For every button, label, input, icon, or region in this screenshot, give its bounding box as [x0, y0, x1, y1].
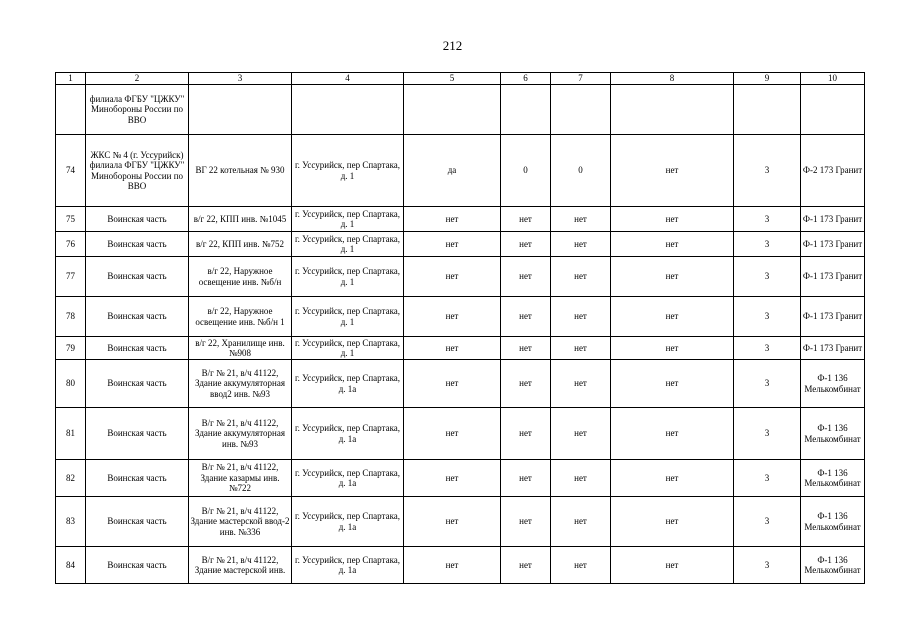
table-cell: [292, 135, 404, 207]
cell-text: в/г 22, Наружное освещение инв. №б/н 1: [195, 306, 285, 327]
table-cell: [801, 337, 865, 360]
cell-text: 3: [764, 311, 770, 322]
cell-text: г. Уссурийск, пер Спартака, д. 1а: [294, 373, 401, 394]
cell-text: Воинская часть: [107, 428, 167, 439]
table-cell: [734, 547, 801, 584]
table-cell: [734, 207, 801, 232]
column-header: 2: [86, 73, 189, 85]
cell-text: в/г 22, КПП инв. №752: [196, 238, 284, 249]
cell-text: В/г № 21, в/ч 41122, Здание мастерской ввод-2 инв. №336: [190, 505, 290, 537]
cell-text: Ф-1 173 Гранит: [802, 238, 863, 249]
table-row: [56, 135, 865, 207]
cell-text: в/г 22, Хранилище инв. №908: [195, 337, 285, 358]
table-row: [56, 547, 865, 584]
cell-text: Ф-2 173 Гранит: [802, 165, 863, 176]
column-header: 6: [501, 73, 551, 85]
cell-text: нет: [665, 516, 679, 527]
cell-text: Ф-1 136 Мелькомбинат: [804, 423, 861, 444]
column-header: 9: [734, 73, 801, 85]
table-cell: [734, 257, 801, 297]
table-cell: [734, 297, 801, 337]
cell-text: 3: [764, 342, 770, 353]
table-cell: [292, 337, 404, 360]
column-header: 1: [56, 73, 86, 85]
cell-text: нет: [445, 213, 459, 224]
table-row: [56, 360, 865, 408]
cell-text: нет: [665, 213, 679, 224]
table-cell: [189, 257, 292, 297]
cell-text: нет: [665, 428, 679, 439]
cell-text: нет: [519, 213, 532, 224]
cell-text: Ф-1 173 Гранит: [802, 213, 863, 224]
table-cell: [734, 360, 801, 408]
cell-text: 74: [66, 165, 75, 176]
table-cell: [56, 257, 86, 297]
table-cell: [189, 337, 292, 360]
table-cell: [404, 497, 501, 547]
table-cell: [734, 497, 801, 547]
cell-text: нет: [665, 271, 679, 282]
table-cell: [86, 497, 189, 547]
table-row: [56, 497, 865, 547]
cell-text: г. Уссурийск, пер Спартака, д. 1а: [294, 554, 401, 575]
cell-text: 0: [523, 165, 528, 176]
cell-text: Воинская часть: [107, 342, 167, 353]
table-cell: [501, 207, 551, 232]
table-cell: [801, 547, 865, 584]
cell-text: В/г № 21, в/ч 41122, Здание мастерской инв.: [194, 554, 286, 575]
table-cell: [56, 460, 86, 497]
table-cell: [801, 257, 865, 297]
table-cell: [551, 460, 611, 497]
table-row: [56, 297, 865, 337]
table-row: [56, 85, 865, 135]
cell-text: нет: [519, 311, 532, 322]
table-cell: [404, 85, 501, 135]
table-cell: [611, 497, 734, 547]
cell-text: нет: [574, 238, 587, 249]
table-cell: [189, 135, 292, 207]
cell-text: г. Уссурийск, пер Спартака, д. 1: [294, 337, 401, 358]
table-cell: [501, 547, 551, 584]
cell-text: нет: [665, 165, 679, 176]
column-header: 5: [404, 73, 501, 85]
cell-text: 3: [764, 271, 770, 282]
table-cell: [734, 337, 801, 360]
table-cell: [801, 85, 865, 135]
table-cell: [189, 408, 292, 460]
cell-text: нет: [665, 378, 679, 389]
table-cell: [86, 408, 189, 460]
table-cell: [611, 297, 734, 337]
cell-text: г. Уссурийск, пер Спартака, д. 1а: [294, 423, 401, 444]
cell-text: нет: [519, 238, 532, 249]
column-header: 3: [189, 73, 292, 85]
cell-text: нет: [574, 213, 587, 224]
cell-text: Воинская часть: [107, 559, 167, 570]
table-cell: [611, 360, 734, 408]
cell-text: нет: [445, 342, 459, 353]
table-cell: [56, 135, 86, 207]
table-cell: [292, 232, 404, 257]
table-cell: [404, 297, 501, 337]
cell-text: Ф-1 136 Мелькомбинат: [804, 373, 861, 394]
table-row: [56, 408, 865, 460]
cell-text: нет: [445, 271, 459, 282]
cell-text: нет: [665, 342, 679, 353]
table-cell: [86, 460, 189, 497]
table-cell: [86, 547, 189, 584]
table-cell: [501, 297, 551, 337]
table-cell: [551, 85, 611, 135]
cell-text: 84: [66, 559, 75, 570]
cell-text: Ф-1 173 Гранит: [802, 311, 863, 322]
table-cell: [292, 257, 404, 297]
table-cell: [56, 207, 86, 232]
table-cell: [501, 460, 551, 497]
table-cell: [404, 408, 501, 460]
table-cell: [56, 337, 86, 360]
cell-text: ЖКС № 4 (г. Уссурийск) филиала ФГБУ "ЦЖКУ" Минобороны России по ВВО: [89, 149, 185, 191]
cell-text: да: [447, 165, 457, 176]
cell-text: нет: [519, 428, 532, 439]
table-cell: [86, 207, 189, 232]
table-cell: [501, 408, 551, 460]
cell-text: Воинская часть: [107, 271, 167, 282]
cell-text: нет: [445, 516, 459, 527]
cell-text: Ф-1 136 Мелькомбинат: [804, 467, 861, 488]
table-cell: [734, 408, 801, 460]
table-cell: [551, 135, 611, 207]
cell-text: нет: [574, 559, 587, 570]
cell-text: В/г № 21, в/ч 41122, Здание аккумуляторная ввод2 инв. №93: [195, 367, 285, 399]
table-cell: [611, 85, 734, 135]
table-cell: [292, 360, 404, 408]
cell-text: 3: [764, 238, 770, 249]
cell-text: нет: [519, 342, 532, 353]
table-cell: [551, 257, 611, 297]
table-cell: [86, 85, 189, 135]
cell-text: нет: [445, 559, 459, 570]
cell-text: нет: [445, 238, 459, 249]
table-row: [56, 232, 865, 257]
page-number: 212: [442, 38, 463, 53]
table-cell: [292, 207, 404, 232]
table-cell: [404, 257, 501, 297]
table-cell: [611, 232, 734, 257]
cell-text: 77: [66, 271, 75, 282]
cell-text: г. Уссурийск, пер Спартака, д. 1: [294, 306, 401, 327]
table-cell: [86, 337, 189, 360]
cell-text: 82: [66, 472, 75, 483]
table-cell: [404, 207, 501, 232]
cell-text: нет: [519, 378, 532, 389]
table-cell: [801, 497, 865, 547]
table-cell: [611, 135, 734, 207]
table-row: [56, 257, 865, 297]
table-cell: [56, 547, 86, 584]
cell-text: нет: [519, 559, 532, 570]
table-cell: [551, 207, 611, 232]
cell-text: 3: [764, 516, 770, 527]
table-cell: [801, 297, 865, 337]
cell-text: нет: [445, 378, 459, 389]
table-cell: [86, 360, 189, 408]
cell-text: Воинская часть: [107, 213, 167, 224]
cell-text: В/г № 21, в/ч 41122, Здание аккумуляторная инв. №93: [195, 417, 285, 449]
table-cell: [404, 547, 501, 584]
table-cell: [292, 408, 404, 460]
cell-text: 80: [66, 378, 75, 389]
cell-text: г. Уссурийск, пер Спартака, д. 1: [294, 233, 401, 254]
table-cell: [551, 232, 611, 257]
table-cell: [501, 135, 551, 207]
table-cell: [292, 497, 404, 547]
cell-text: нет: [574, 342, 587, 353]
table-cell: [189, 497, 292, 547]
cell-text: нет: [574, 271, 587, 282]
table-cell: [551, 360, 611, 408]
cell-text: Воинская часть: [107, 516, 167, 527]
table-cell: [734, 85, 801, 135]
table-cell: [611, 207, 734, 232]
column-header: 7: [551, 73, 611, 85]
cell-text: 3: [764, 378, 770, 389]
table-cell: [404, 135, 501, 207]
cell-text: Воинская часть: [107, 238, 167, 249]
cell-text: нет: [574, 378, 587, 389]
table-cell: [292, 547, 404, 584]
table-cell: [189, 85, 292, 135]
table-cell: [734, 460, 801, 497]
table-cell: [551, 408, 611, 460]
table-cell: [56, 408, 86, 460]
table-cell: [801, 207, 865, 232]
cell-text: 75: [66, 213, 75, 224]
cell-text: г. Уссурийск, пер Спартака, д. 1: [294, 266, 401, 287]
table-cell: [501, 85, 551, 135]
table-cell: [86, 232, 189, 257]
table-cell: [801, 408, 865, 460]
table-cell: [551, 297, 611, 337]
table-cell: [56, 497, 86, 547]
cell-text: Воинская часть: [107, 378, 167, 389]
cell-text: в/г 22, КПП инв. №1045: [193, 213, 287, 224]
table-cell: [551, 547, 611, 584]
table-cell: [56, 85, 86, 135]
table-cell: [734, 135, 801, 207]
cell-text: 3: [764, 428, 770, 439]
table-cell: [404, 360, 501, 408]
table-cell: [189, 360, 292, 408]
table-row: [56, 207, 865, 232]
cell-text: В/г № 21, в/ч 41122, Здание казармы инв. №722: [200, 462, 280, 494]
table-cell: [404, 460, 501, 497]
cell-text: нет: [519, 516, 532, 527]
table-cell: [189, 460, 292, 497]
table-cell: [551, 497, 611, 547]
cell-text: нет: [574, 472, 587, 483]
cell-text: 3: [764, 559, 770, 570]
header-row: [56, 73, 865, 85]
table-cell: [292, 460, 404, 497]
cell-text: 79: [66, 342, 75, 353]
cell-text: Воинская часть: [107, 472, 167, 483]
column-header: 4: [292, 73, 404, 85]
table-cell: [551, 337, 611, 360]
cell-text: нет: [445, 428, 459, 439]
table-body: [56, 85, 865, 584]
table-cell: [86, 297, 189, 337]
cell-text: 3: [764, 472, 770, 483]
cell-text: г. Уссурийск, пер Спартака, д. 1: [294, 160, 401, 181]
table-cell: [404, 232, 501, 257]
table-cell: [501, 337, 551, 360]
cell-text: нет: [445, 472, 459, 483]
table-cell: [611, 460, 734, 497]
table-cell: [801, 360, 865, 408]
cell-text: Ф-1 136 Мелькомбинат: [804, 554, 861, 575]
table-cell: [86, 135, 189, 207]
cell-text: Воинская часть: [107, 311, 167, 322]
cell-text: нет: [665, 238, 679, 249]
registry-table: [55, 72, 865, 584]
cell-text: нет: [519, 472, 532, 483]
table-row: [56, 337, 865, 360]
cell-text: нет: [519, 271, 532, 282]
cell-text: 76: [66, 238, 75, 249]
cell-text: нет: [665, 559, 679, 570]
column-header: 8: [611, 73, 734, 85]
cell-text: г. Уссурийск, пер Спартака, д. 1: [294, 208, 401, 229]
cell-text: нет: [665, 311, 679, 322]
cell-text: филиала ФГБУ "ЦЖКУ" Минобороны России по ВВО: [89, 93, 185, 125]
cell-text: 3: [764, 213, 770, 224]
table-cell: [611, 547, 734, 584]
table-cell: [501, 257, 551, 297]
cell-text: г. Уссурийск, пер Спартака, д. 1а: [294, 511, 401, 532]
cell-text: нет: [574, 311, 587, 322]
table-cell: [801, 460, 865, 497]
table-cell: [611, 408, 734, 460]
cell-text: г. Уссурийск, пер Спартака, д. 1а: [294, 467, 401, 488]
table-cell: [56, 360, 86, 408]
table-cell: [292, 85, 404, 135]
table-cell: [611, 337, 734, 360]
column-header: 10: [801, 73, 865, 85]
cell-text: ВГ 22 котельная № 930: [195, 165, 285, 176]
table-cell: [501, 232, 551, 257]
cell-text: нет: [445, 311, 459, 322]
cell-text: 0: [578, 165, 583, 176]
cell-text: 3: [764, 165, 770, 176]
table-row: [56, 460, 865, 497]
cell-text: 83: [66, 516, 75, 527]
table-cell: [189, 547, 292, 584]
table-cell: [56, 297, 86, 337]
cell-text: Ф-1 136 Мелькомбинат: [804, 511, 861, 532]
table-cell: [611, 257, 734, 297]
table-cell: [56, 232, 86, 257]
cell-text: нет: [665, 472, 679, 483]
table-cell: [404, 337, 501, 360]
cell-text: Ф-1 173 Гранит: [802, 342, 863, 353]
table-cell: [501, 497, 551, 547]
table-cell: [501, 360, 551, 408]
table-cell: [734, 232, 801, 257]
table-cell: [801, 135, 865, 207]
cell-text: 78: [66, 311, 75, 322]
cell-text: нет: [574, 428, 587, 439]
cell-text: нет: [574, 516, 587, 527]
table-cell: [292, 297, 404, 337]
table-cell: [86, 257, 189, 297]
cell-text: Ф-1 173 Гранит: [802, 271, 863, 282]
table-cell: [189, 297, 292, 337]
table-cell: [189, 207, 292, 232]
cell-text: в/г 22, Наружное освещение инв. №б/н: [198, 266, 282, 287]
cell-text: 81: [66, 428, 75, 439]
table-cell: [189, 232, 292, 257]
table-cell: [801, 232, 865, 257]
